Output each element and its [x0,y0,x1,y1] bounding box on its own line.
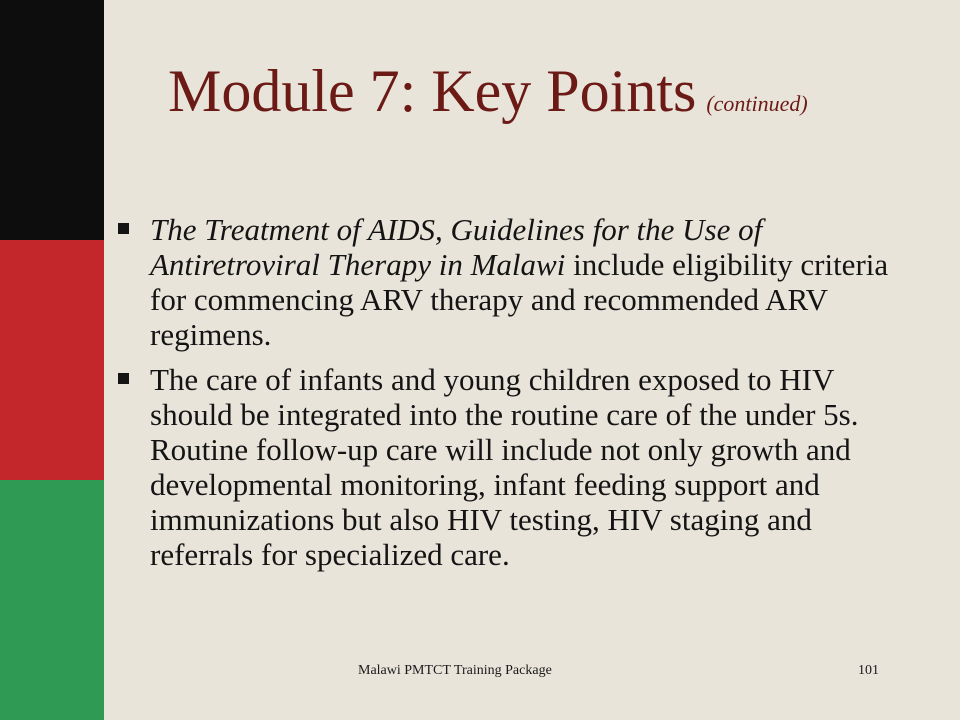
flag-stripe-red [0,240,104,480]
footer-text: Malawi PMTCT Training Package [358,663,552,678]
bullet-text: include eligibility criteria for commencing ARV therapy and recommended ARV regimens. [150,247,889,352]
title-text: Module 7: Key Points [168,58,697,124]
bullet-text: The care of infants and young children exposed to HIV should be integrated into the routine care of the under 5s. Routine follow-up care will include not only growth and developmental monitoring, infant feeding support and immunizations but also HIV testing, HIV staging and referrals for specialized care. [150,362,859,572]
flag-stripe-black [0,0,104,240]
bullet-italic-text: The Treatment of AIDS, Guidelines for the Use of Antiretroviral Therapy in Malawi [150,212,763,282]
square-bullet-icon [118,223,129,234]
flag-stripe-green [0,480,104,720]
bullet-item [118,362,908,572]
title-suffix: (continued) [706,91,808,116]
page-number: 101 [858,663,879,678]
bullet-item [118,212,908,352]
square-bullet-icon [118,373,129,384]
bullet-list [118,212,908,582]
slide-title [168,56,808,139]
